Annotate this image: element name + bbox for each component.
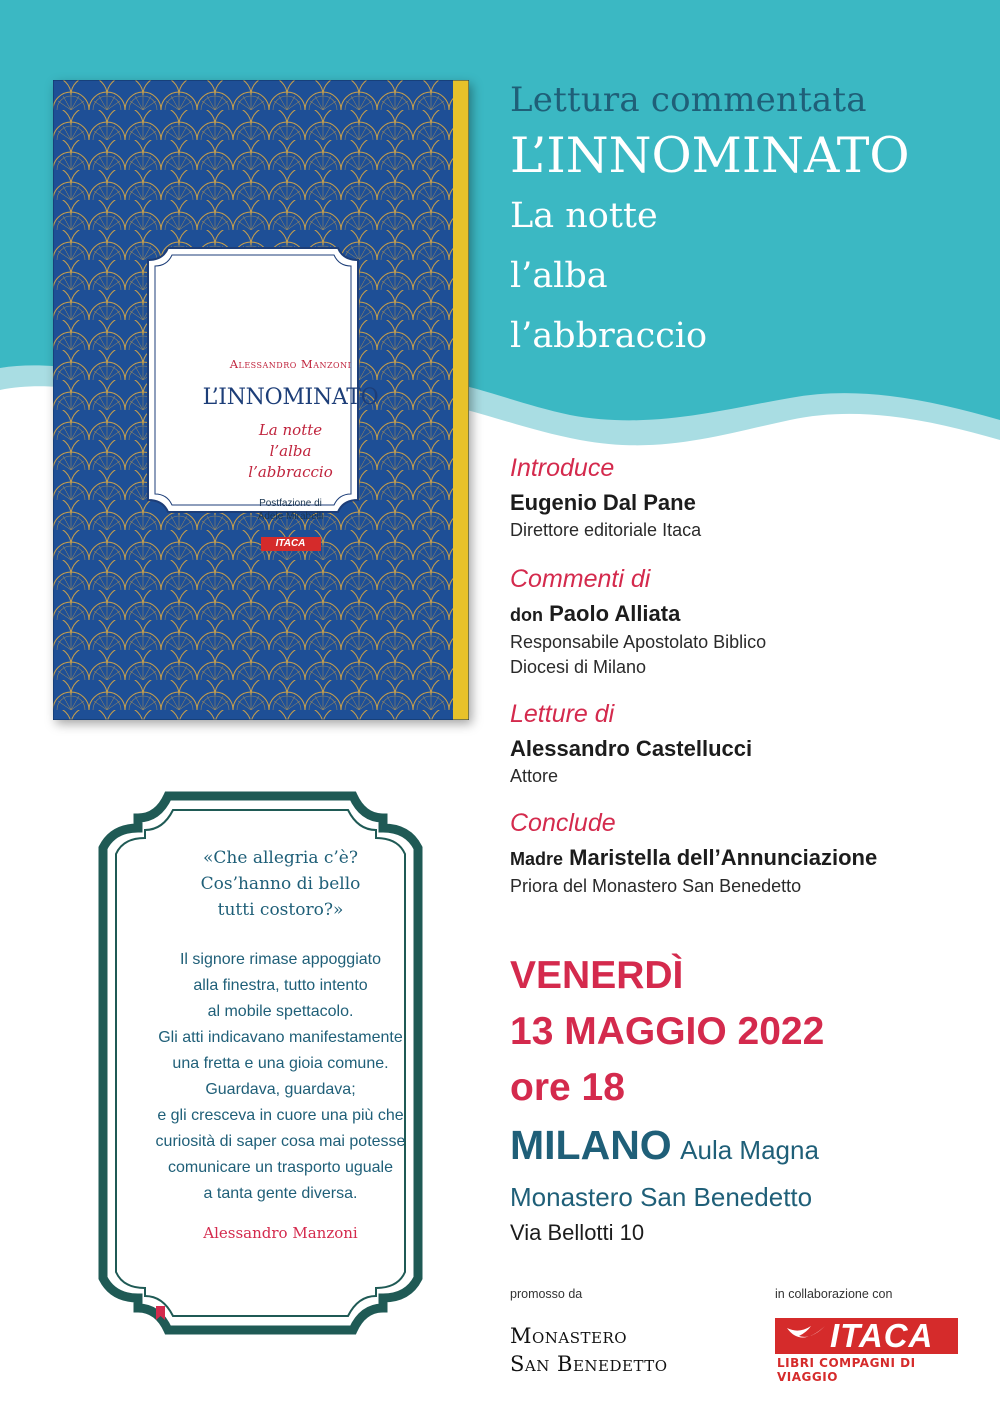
book-cover — [53, 80, 469, 720]
book-label — [178, 343, 403, 551]
program-list — [510, 452, 990, 899]
book-postface-label: Postfazione di — [259, 498, 322, 509]
program-person-name: Paolo Alliata — [549, 601, 681, 626]
program-desc: Attore — [510, 766, 559, 786]
program-role: Letture di — [510, 700, 615, 728]
program-person — [510, 599, 990, 630]
book-author: Alessandro Manzoni — [229, 357, 352, 371]
quote-line: Il signore rimase appoggiato — [179, 951, 381, 968]
program-desc: Diocesi di Milano — [510, 657, 647, 677]
quote-line: Gli atti indicavano manifestamente — [158, 1029, 403, 1046]
event-title-block — [510, 78, 980, 366]
program-item-conclude — [510, 807, 990, 899]
event-city: MILANO — [510, 1122, 672, 1168]
book-publisher-logo: ITACA — [261, 537, 321, 551]
title-kicker: Lettura commentata — [510, 80, 867, 120]
itaca-logo — [775, 1317, 960, 1384]
quote-line: e gli cresceva in cuore una più che — [157, 1107, 404, 1124]
program-desc: Responsabile Apostolato Biblico — [510, 632, 767, 652]
program-person — [510, 734, 990, 764]
program-person — [510, 488, 990, 518]
program-item-introduce — [510, 452, 990, 543]
book-subtitle-line-3: l’abbraccio — [248, 463, 333, 481]
program-person-prefix: don — [510, 605, 543, 625]
quote-heading-line: Cos’hanno di bello — [200, 874, 361, 894]
event-location — [510, 1120, 990, 1180]
program-person-name: Alessandro Castellucci — [510, 736, 753, 761]
book-title: L’INNOMINATO — [202, 385, 379, 410]
quote-body — [118, 947, 443, 1207]
event-date: 13 MAGGIO 2022 — [510, 1010, 825, 1053]
program-item-readings — [510, 698, 990, 789]
itaca-logo-word: ITACA — [830, 1317, 934, 1354]
event-details — [510, 948, 990, 1250]
book-subtitle-line-2: l’alba — [269, 442, 312, 460]
title-subtitle-line-1: La notte — [510, 196, 658, 236]
bookmark-icon — [156, 1306, 165, 1320]
program-item-comments — [510, 563, 990, 680]
promoter-name-line: Monastero — [510, 1324, 628, 1348]
program-person-name: Maristella dell’Annunciazione — [569, 845, 878, 870]
event-venue: Monastero San Benedetto — [510, 1182, 813, 1212]
book-postface — [178, 497, 403, 523]
title-main: L’INNOMINATO — [510, 127, 910, 184]
title-subtitle-line-3: l’abbraccio — [510, 316, 708, 356]
event-time: ore 18 — [510, 1066, 625, 1109]
quote-heading-line: tutti costoro?» — [217, 900, 344, 920]
event-hall: Aula Magna — [680, 1135, 819, 1165]
quote-content — [118, 845, 443, 1242]
quote-line: Guardava, guardava; — [205, 1081, 356, 1098]
quote-line: una fretta e una gioia comune. — [172, 1055, 389, 1072]
program-role: Introduce — [510, 454, 615, 482]
collaboration-label: in collaborazione con — [775, 1287, 893, 1301]
title-subtitle-line-2: l’alba — [510, 256, 608, 296]
quote-line: comunicare un trasporto uguale — [167, 1159, 394, 1176]
quote-author: Alessandro Manzoni — [203, 1224, 358, 1242]
book-subtitle — [178, 420, 403, 483]
program-person-name: Eugenio Dal Pane — [510, 490, 696, 515]
promoter-name — [510, 1322, 668, 1378]
promoter-name-line: San Benedetto — [510, 1352, 668, 1376]
itaca-bird-icon — [781, 1318, 831, 1354]
quote-line: al mobile spettacolo. — [207, 1003, 354, 1020]
program-person-prefix: Madre — [510, 849, 564, 869]
event-day: VENERDÌ — [510, 954, 684, 997]
book-subtitle-line-1: La notte — [258, 421, 323, 439]
program-role: Commenti di — [510, 565, 651, 593]
itaca-logo-box — [775, 1318, 958, 1354]
itaca-tagline: LIBRI COMPAGNI DI VIAGGIO — [777, 1356, 916, 1384]
program-desc: Priora del Monastero San Benedetto — [510, 876, 802, 896]
quote-heading — [118, 845, 443, 923]
quote-line: alla finestra, tutto intento — [193, 977, 368, 994]
book-postface-name: Adele Mirabelli — [257, 511, 324, 522]
promoted-by-label: promosso da — [510, 1287, 583, 1301]
program-role: Conclude — [510, 809, 616, 837]
program-person — [510, 843, 990, 874]
quote-line: curiosità di saper cosa mai potesse — [155, 1133, 406, 1150]
program-desc: Direttore editoriale Itaca — [510, 520, 702, 540]
quote-heading-line: «Che allegria c’è? — [203, 848, 358, 868]
quote-line: a tanta gente diversa. — [203, 1185, 358, 1202]
event-address: Via Bellotti 10 — [510, 1220, 645, 1245]
